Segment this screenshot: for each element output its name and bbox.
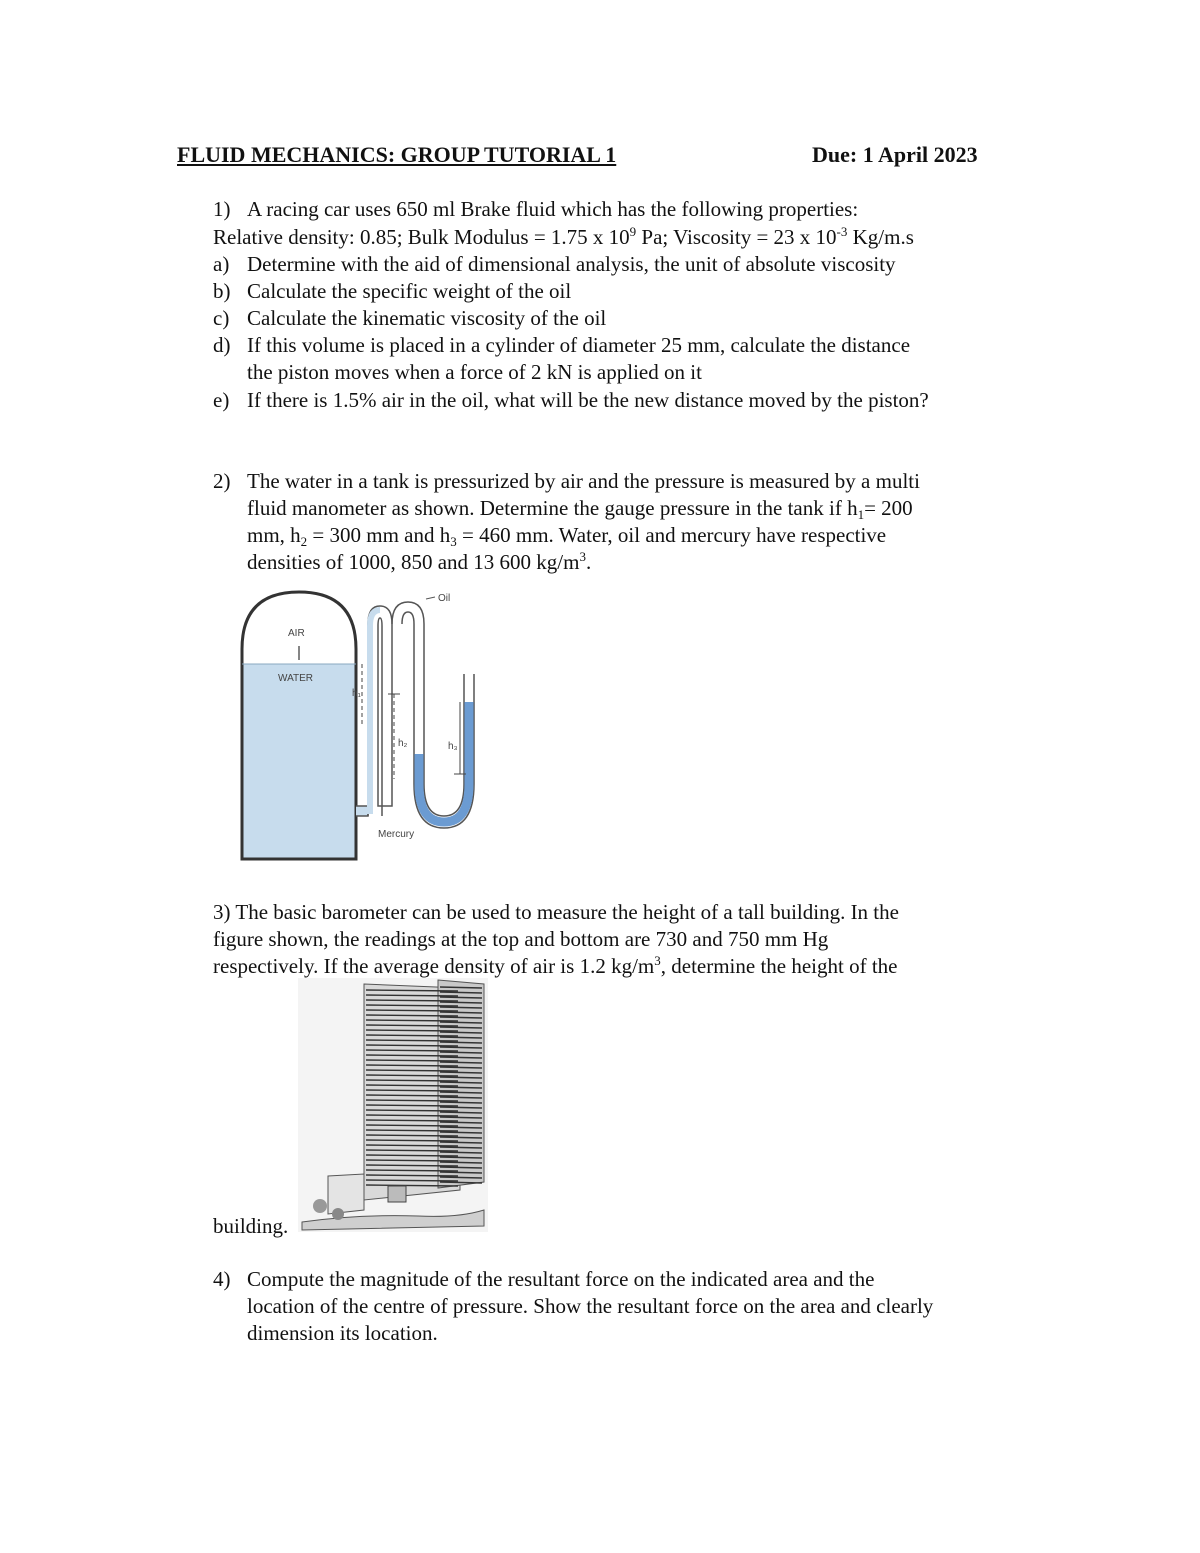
oil-tube	[392, 602, 464, 816]
q3-line4: building.	[213, 1214, 289, 1238]
q1c-text: Calculate the kinematic viscosity of the oil	[247, 306, 607, 330]
h2-label: h₂	[398, 738, 408, 749]
due-date: Due: 1 April 2023	[812, 142, 978, 167]
h3-label: h₃	[448, 741, 458, 752]
q1e-label: e)	[213, 388, 230, 412]
q2-line1: The water in a tank is pressurized by air and the pressure is measured by a multi	[247, 469, 920, 493]
q1b-label: b)	[213, 279, 231, 303]
mercury-label: Mercury	[378, 829, 415, 840]
q1-intro: A racing car uses 650 ml Brake fluid which has the following properties:	[247, 197, 859, 221]
air-label: AIR	[288, 628, 305, 639]
q1d-label: d)	[213, 333, 231, 357]
q4-line2: location of the centre of pressure. Show the resultant force on the area and clearly	[247, 1294, 934, 1318]
connecting-pipe	[356, 806, 368, 816]
q2-line3: mm, $h_2 = 300$ mm and $h_3 = 460$ mm. Water, oil and mercury have respective	[247, 523, 887, 549]
q1b-text: Calculate the specific weight of the oil	[247, 279, 572, 303]
q2-line2: fluid manometer as shown. Determine the gauge pressure in the tank if $h_1= 200$	[247, 496, 913, 522]
q2-line4: densities of 1000, 850 and 13 600 $kg/m^3$.	[247, 549, 592, 574]
manometer-figure	[212, 584, 498, 869]
q1a-text: Determine with the aid of dimensional analysis, the unit of absolute viscosity	[247, 252, 896, 276]
q4-line1: Compute the magnitude of the resultant force on the indicated area and the	[247, 1267, 875, 1291]
q4-line3: dimension its location.	[247, 1321, 438, 1345]
q1d-text: If this volume is placed in a cylinder of diameter 25 mm, calculate the distance	[247, 333, 911, 357]
q1c-label: c)	[213, 306, 230, 330]
q3-line1: 3) The basic barometer can be used to measure the height of a tall building. In the	[213, 900, 899, 924]
h1-label: h₁	[352, 688, 361, 699]
q3-line2: figure shown, the readings at the top and bottom are 730 and 750 mm Hg	[213, 927, 829, 951]
q3-line3: respectively. If the average density of air is 1.2 $kg/m^3$, determine the height of the	[213, 953, 898, 978]
q1e-text: If there is 1.5% air in the oil, what will be the new distance moved by the piston?	[247, 388, 929, 412]
building-image	[298, 978, 488, 1232]
water-region	[242, 664, 356, 859]
q2-number: 2)	[213, 469, 231, 493]
water-label: WATER	[278, 673, 313, 684]
page-title: FLUID MECHANICS: GROUP TUTORIAL 1	[177, 142, 617, 167]
q1-number: 1)	[213, 197, 231, 221]
q4-number: 4)	[213, 1267, 231, 1291]
q1-properties: Relative density: 0.85; Bulk Modulus = 1.75 x $10^9$ Pa; Viscosity = 23 x $10^{-3}$ Kg/m.s	[213, 224, 914, 249]
oil-label: Oil	[438, 593, 451, 604]
q1a-label: a)	[213, 252, 230, 276]
q1d-text-continued: the piston moves when a force of 2 kN is applied on it	[247, 360, 702, 384]
